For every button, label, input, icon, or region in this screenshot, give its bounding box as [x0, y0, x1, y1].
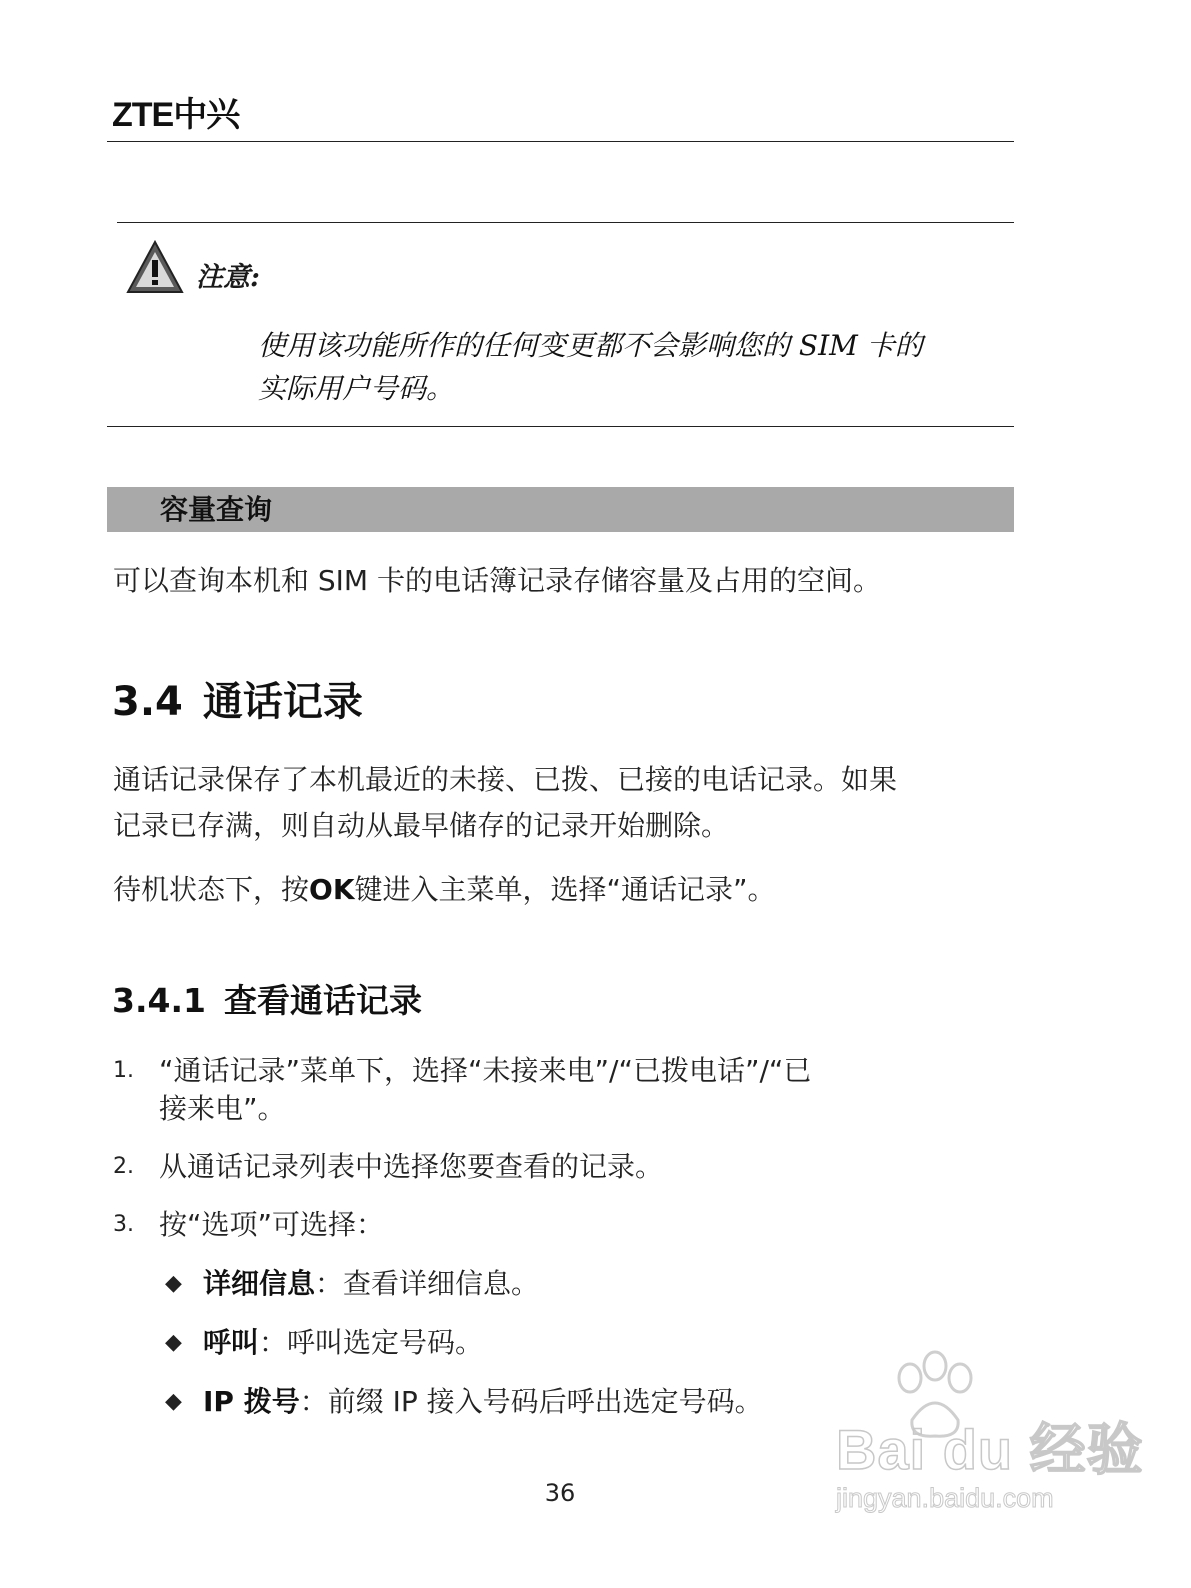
- note-line-2: 实际用户号码。: [258, 372, 455, 405]
- calllog-description-line-2: 记录已存满，则自动从最早储存的记录开始删除。: [113, 809, 730, 842]
- step-number-2: 2.: [113, 1154, 134, 1179]
- option-call-desc: ：呼叫选定号码。: [259, 1326, 484, 1359]
- section-number: 3.4: [112, 679, 183, 725]
- step-2-text: 从通话记录列表中选择您要查看的记录。: [159, 1150, 664, 1183]
- page-number: 36: [544, 1479, 576, 1507]
- subsection-heading: [112, 975, 422, 1027]
- standby-prefix: 待机状态下，按: [113, 873, 310, 906]
- option-details: [203, 1261, 539, 1307]
- diamond-bullet-icon: ◆: [165, 1330, 182, 1355]
- option-call: [203, 1320, 483, 1366]
- standby-instruction: [113, 867, 776, 913]
- standby-suffix: 键进入主菜单，选择“通话记录”。: [354, 873, 776, 906]
- zte-logo: ZTE中兴: [112, 96, 240, 134]
- ok-key-label: OK: [309, 873, 355, 906]
- option-ip-dial: [203, 1379, 763, 1425]
- diamond-bullet-icon: ◆: [165, 1271, 182, 1296]
- step-1-line-1: “通话记录”菜单下，选择“未接来电”/“已拨电话”/“已: [159, 1054, 812, 1087]
- option-ip-dial-term: IP 拨号: [203, 1385, 300, 1418]
- note-bottom-rule: [107, 426, 1014, 427]
- note-label: 注意:: [196, 262, 260, 293]
- subsection-number: 3.4.1: [112, 981, 206, 1020]
- note-top-rule: [117, 222, 1014, 223]
- capacity-description: 可以查询本机和 SIM 卡的电话簿记录存储容量及占用的空间。: [113, 564, 881, 597]
- section-title: 通话记录: [202, 679, 363, 725]
- capacity-title: 容量查询: [160, 493, 273, 526]
- step-3-text: 按“选项”可选择：: [159, 1208, 385, 1241]
- option-call-term: 呼叫: [203, 1326, 260, 1359]
- section-heading: [112, 672, 363, 732]
- baidu-watermark-brand: Bai du 经验: [836, 1418, 1144, 1481]
- note-line-1: 使用该功能所作的任何变更都不会影响您的 SIM 卡的: [258, 329, 923, 362]
- baidu-watermark-url: jingyan.baidu.com: [836, 1483, 1054, 1513]
- header-rule: [107, 141, 1014, 142]
- calllog-description-line-1: 通话记录保存了本机最近的未接、已拨、已接的电话记录。如果: [113, 763, 898, 796]
- subsection-title: 查看通话记录: [223, 981, 422, 1020]
- note-body: [258, 324, 1014, 410]
- warning-icon: [124, 238, 186, 296]
- option-details-desc: ：查看详细信息。: [315, 1267, 540, 1300]
- step-number-1: 1.: [113, 1058, 134, 1083]
- step-1-line-2: 接来电”。: [159, 1092, 286, 1125]
- option-ip-dial-desc: ：前缀 IP 接入号码后呼出选定号码。: [299, 1385, 763, 1418]
- step-number-3: 3.: [113, 1212, 134, 1237]
- diamond-bullet-icon: ◆: [165, 1389, 182, 1414]
- option-details-term: 详细信息: [203, 1267, 316, 1300]
